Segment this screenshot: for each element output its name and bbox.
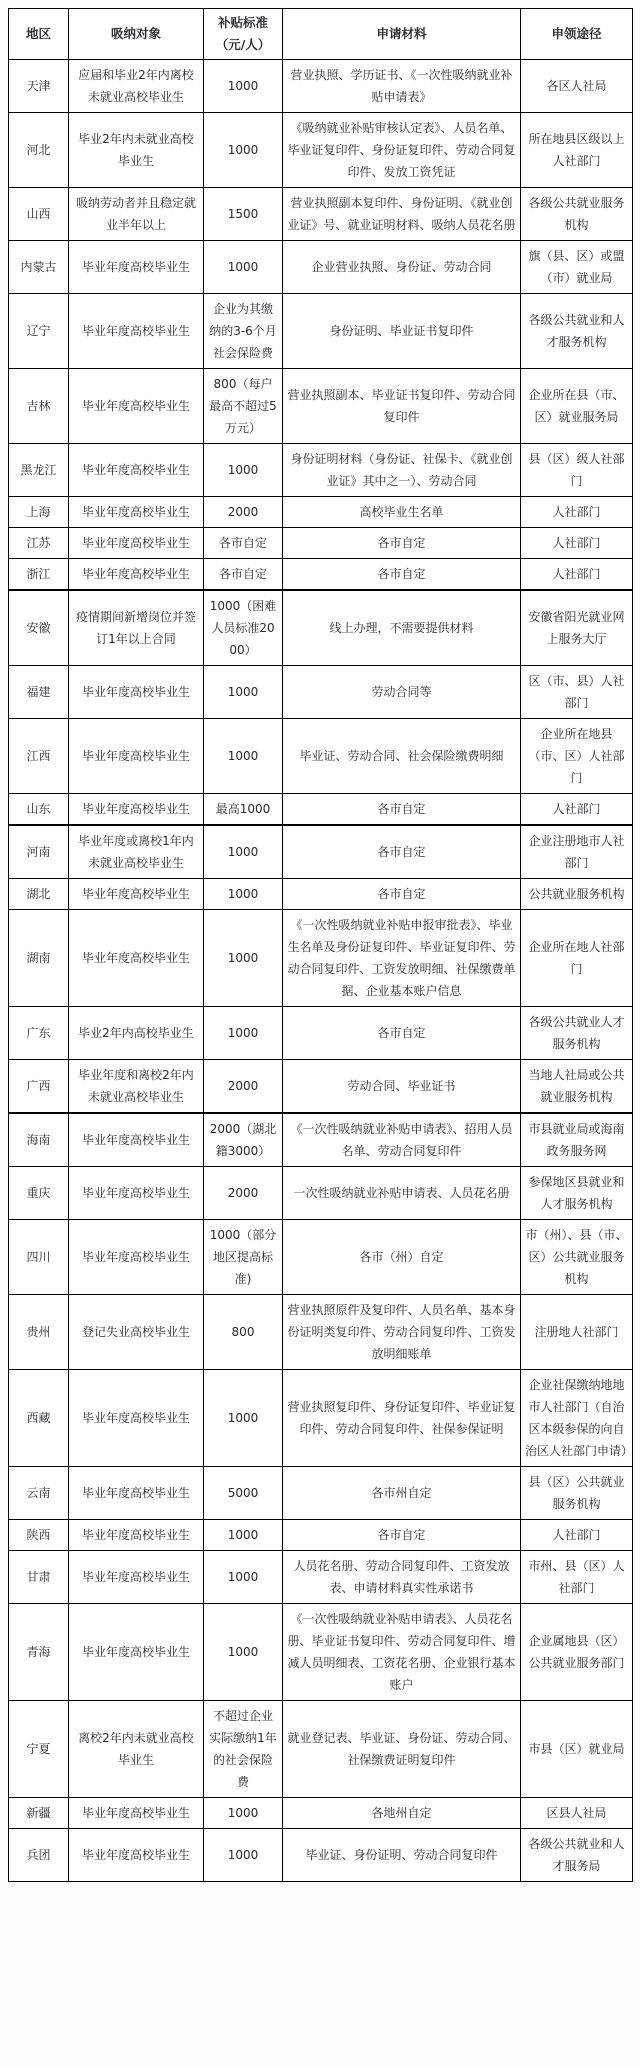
cell-region: 陕西 [9, 1520, 69, 1551]
cell-target: 毕业年度高校毕业生 [69, 1798, 204, 1829]
cell-region: 辽宁 [9, 294, 69, 369]
cell-region: 山东 [9, 794, 69, 826]
cell-materials: 《一次性吸纳就业补贴申报审批表》、毕业生名单及身份证复印件、毕业证复印件、劳动合同复印件、工资发放明细、社保缴费单据、企业基本账户信息 [283, 910, 521, 1007]
cell-target: 毕业年度高校毕业生 [69, 1467, 204, 1520]
table-row [9, 1007, 633, 1060]
cell-standard: 5000 [204, 1467, 283, 1520]
cell-region: 贵州 [9, 1295, 69, 1370]
cell-target: 毕业年度高校毕业生 [69, 294, 204, 369]
cell-channel: 注册地人社部门 [521, 1295, 633, 1370]
cell-standard: 2000 [204, 1060, 283, 1114]
cell-channel: 企业注册地市人社部门 [521, 825, 633, 879]
cell-materials: 身份证明、毕业证书复印件 [283, 294, 521, 369]
cell-standard: 1000 [204, 1370, 283, 1467]
cell-standard: 1000 [204, 910, 283, 1007]
table-row [9, 1467, 633, 1520]
cell-materials: 《一次性吸纳就业补贴申请表》、人员花名册、毕业证书复印件、劳动合同复印件、增减人员明细表、工资花名册、企业银行基本账户 [283, 1604, 521, 1701]
table-row [9, 60, 633, 113]
cell-channel: 人社部门 [521, 497, 633, 528]
cell-channel: 各区人社局 [521, 60, 633, 113]
header-row [9, 9, 633, 60]
cell-channel: 各级公共就业和人才服务局 [521, 1829, 633, 1882]
cell-standard: 1000（部分地区提高标准) [204, 1220, 283, 1295]
cell-region: 江西 [9, 719, 69, 794]
table-row [9, 528, 633, 559]
cell-channel: 市县就业局或海南政务服务网 [521, 1113, 633, 1167]
table-row [9, 241, 633, 294]
cell-standard: 1000 [204, 1829, 283, 1882]
cell-materials: 线上办理，不需要提供材料 [283, 590, 521, 666]
cell-target: 毕业年度高校毕业生 [69, 241, 204, 294]
cell-standard: 不超过企业实际缴纳1年的社会保险费 [204, 1701, 283, 1798]
cell-region: 新疆 [9, 1798, 69, 1829]
cell-standard: 1000 [204, 1551, 283, 1604]
cell-region: 青海 [9, 1604, 69, 1701]
table-row [9, 1220, 633, 1295]
cell-region: 湖南 [9, 910, 69, 1007]
cell-region: 内蒙古 [9, 241, 69, 294]
cell-target: 毕业年度高校毕业生 [69, 910, 204, 1007]
cell-channel: 各级公共就业和人才服务机构 [521, 294, 633, 369]
cell-channel: 公共就业服务机构 [521, 879, 633, 910]
cell-materials: 《吸纳就业补贴审核认定表》、人员名单、毕业证复印件、身份证复印件、劳动合同复印件、发放工资凭证 [283, 113, 521, 188]
cell-materials: 毕业证、劳动合同、社会保险缴费明细 [283, 719, 521, 794]
table-row [9, 559, 633, 591]
cell-channel: 各级公共就业服务机构 [521, 188, 633, 241]
cell-standard: 1000 [204, 1520, 283, 1551]
table-row [9, 825, 633, 879]
table-row [9, 369, 633, 444]
cell-materials: 就业登记表、毕业证、身份证、劳动合同、社保缴费证明复印件 [283, 1701, 521, 1798]
cell-target: 毕业年度高校毕业生 [69, 369, 204, 444]
cell-channel: 企业属地县（区）公共就业服务部门 [521, 1604, 633, 1701]
table-row [9, 910, 633, 1007]
cell-standard: 2000 [204, 1167, 283, 1220]
cell-standard: 2000 [204, 497, 283, 528]
cell-region: 黑龙江 [9, 444, 69, 497]
header-materials: 申请材料 [283, 9, 521, 60]
cell-channel: 市县（区）就业局 [521, 1701, 633, 1798]
cell-materials: 各市自定 [283, 1520, 521, 1551]
cell-channel: 企业社保缴纳地地市人社部门（自治区本级参保的向自治区人社部门申请） [521, 1370, 633, 1467]
cell-channel: 区县人社局 [521, 1798, 633, 1829]
cell-channel: 人社部门 [521, 1520, 633, 1551]
cell-region: 宁夏 [9, 1701, 69, 1798]
cell-standard: 1000（困难人员标准2000） [204, 590, 283, 666]
cell-standard: 1000 [204, 879, 283, 910]
cell-materials: 各市自定 [283, 794, 521, 826]
cell-materials: 各地州自定 [283, 1798, 521, 1829]
table-row [9, 497, 633, 528]
table-row [9, 1604, 633, 1701]
cell-standard: 1000 [204, 1798, 283, 1829]
cell-materials: 营业执照副本、毕业证书复印件、劳动合同复印件 [283, 369, 521, 444]
cell-channel: 企业所在地县（市、区）人社部门 [521, 719, 633, 794]
cell-materials: 各市自定 [283, 559, 521, 591]
cell-standard: 1000 [204, 60, 283, 113]
cell-standard: 800（每户最高不超过5万元） [204, 369, 283, 444]
table-row [9, 1167, 633, 1220]
cell-materials: 营业执照复印件、身份证复印件、毕业证复印件、劳动合同复印件、社保参保证明 [283, 1370, 521, 1467]
cell-target: 毕业年度高校毕业生 [69, 444, 204, 497]
cell-target: 毕业年度高校毕业生 [69, 1604, 204, 1701]
cell-target: 毕业年度和离校2年内未就业高校毕业生 [69, 1060, 204, 1114]
cell-region: 安徽 [9, 590, 69, 666]
cell-target: 毕业年度高校毕业生 [69, 666, 204, 719]
cell-target: 毕业年度高校毕业生 [69, 1551, 204, 1604]
table-row [9, 1829, 633, 1882]
cell-target: 毕业年度高校毕业生 [69, 879, 204, 910]
cell-materials: 各市自定 [283, 825, 521, 879]
cell-region: 云南 [9, 1467, 69, 1520]
cell-channel: 人社部门 [521, 559, 633, 591]
header-target: 吸纳对象 [69, 9, 204, 60]
cell-target: 登记失业高校毕业生 [69, 1295, 204, 1370]
cell-target: 毕业年度高校毕业生 [69, 1167, 204, 1220]
table-row [9, 794, 633, 826]
cell-region: 浙江 [9, 559, 69, 591]
table-row [9, 1295, 633, 1370]
table-row [9, 444, 633, 497]
cell-region: 海南 [9, 1113, 69, 1167]
cell-materials: 身份证明材料（身份证、社保卡、《就业创业证》其中之一）、劳动合同 [283, 444, 521, 497]
cell-standard: 各市自定 [204, 528, 283, 559]
cell-channel: 人社部门 [521, 794, 633, 826]
cell-channel: 安徽省阳光就业网上服务大厅 [521, 590, 633, 666]
cell-materials: 各市自定 [283, 528, 521, 559]
table-row [9, 1798, 633, 1829]
cell-region: 广西 [9, 1060, 69, 1114]
cell-materials: 劳动合同、毕业证书 [283, 1060, 521, 1114]
cell-materials: 营业执照副本复印件、身份证明、《就业创业证》号、就业证明材料、吸纳人员花名册 [283, 188, 521, 241]
cell-standard: 2000（湖北籍3000） [204, 1113, 283, 1167]
cell-standard: 1500 [204, 188, 283, 241]
cell-materials: 高校毕业生名单 [283, 497, 521, 528]
cell-materials: 营业执照、学历证书、《一次性吸纳就业补贴申请表》 [283, 60, 521, 113]
cell-target: 吸纳劳动者并且稳定就业半年以上 [69, 188, 204, 241]
cell-region: 甘肃 [9, 1551, 69, 1604]
cell-materials: 劳动合同等 [283, 666, 521, 719]
cell-region: 重庆 [9, 1167, 69, 1220]
cell-region: 山西 [9, 188, 69, 241]
cell-target: 毕业年度高校毕业生 [69, 1370, 204, 1467]
table-header [9, 9, 633, 60]
cell-target: 应届和毕业2年内离校未就业高校毕业生 [69, 60, 204, 113]
cell-materials: 各市自定 [283, 1007, 521, 1060]
cell-region: 广东 [9, 1007, 69, 1060]
cell-channel: 旗（县、区）或盟（市）就业局 [521, 241, 633, 294]
cell-standard: 1000 [204, 666, 283, 719]
header-channel: 申领途径 [521, 9, 633, 60]
cell-channel: 各级公共就业人才服务机构 [521, 1007, 633, 1060]
cell-target: 毕业年度高校毕业生 [69, 719, 204, 794]
table-row [9, 294, 633, 369]
cell-region: 江苏 [9, 528, 69, 559]
cell-region: 湖北 [9, 879, 69, 910]
cell-materials: 各市（州）自定 [283, 1220, 521, 1295]
table-body [9, 60, 633, 1882]
table-row [9, 879, 633, 910]
cell-target: 毕业年度高校毕业生 [69, 1113, 204, 1167]
table-row [9, 1520, 633, 1551]
cell-channel: 当地人社局或公共就业服务机构 [521, 1060, 633, 1114]
cell-standard: 800 [204, 1295, 283, 1370]
cell-materials: 一次性吸纳就业补贴申请表、人员花名册 [283, 1167, 521, 1220]
cell-standard: 各市自定 [204, 559, 283, 591]
cell-materials: 毕业证、身份证明、劳动合同复印件 [283, 1829, 521, 1882]
cell-channel: 参保地区县就业和人才服务机构 [521, 1167, 633, 1220]
table-row [9, 1113, 633, 1167]
table-row [9, 1701, 633, 1798]
subsidy-table [8, 8, 633, 1882]
cell-region: 河北 [9, 113, 69, 188]
cell-target: 毕业2年内未就业高校毕业生 [69, 113, 204, 188]
cell-materials: 各市自定 [283, 879, 521, 910]
table-row [9, 719, 633, 794]
table-row [9, 188, 633, 241]
header-standard: 补贴标准（元/人） [204, 9, 283, 60]
cell-region: 天津 [9, 60, 69, 113]
cell-standard: 1000 [204, 241, 283, 294]
cell-standard: 1000 [204, 719, 283, 794]
cell-target: 离校2年内未就业高校毕业生 [69, 1701, 204, 1798]
cell-standard: 1000 [204, 825, 283, 879]
cell-target: 毕业年度高校毕业生 [69, 1220, 204, 1295]
cell-channel: 区（市、县）人社部门 [521, 666, 633, 719]
cell-target: 毕业年度高校毕业生 [69, 528, 204, 559]
cell-materials: 《一次性吸纳就业补贴申请表》、招用人员名单、劳动合同复印件 [283, 1113, 521, 1167]
cell-target: 毕业2年内高校毕业生 [69, 1007, 204, 1060]
table-row [9, 666, 633, 719]
cell-region: 四川 [9, 1220, 69, 1295]
cell-materials: 人员花名册、劳动合同复印件、工资发放表、申请材料真实性承诺书 [283, 1551, 521, 1604]
cell-materials: 企业营业执照、身份证、劳动合同 [283, 241, 521, 294]
cell-channel: 企业所在县（市、区）就业服务局 [521, 369, 633, 444]
cell-channel: 所在地县区级以上人社部门 [521, 113, 633, 188]
cell-channel: 企业所在地人社部门 [521, 910, 633, 1007]
cell-standard: 最高1000 [204, 794, 283, 826]
cell-channel: 市州、县（区）人社部门 [521, 1551, 633, 1604]
cell-region: 兵团 [9, 1829, 69, 1882]
cell-standard: 1000 [204, 113, 283, 188]
cell-standard: 1000 [204, 1007, 283, 1060]
table-row [9, 1370, 633, 1467]
cell-materials: 各市州自定 [283, 1467, 521, 1520]
cell-region: 西藏 [9, 1370, 69, 1467]
cell-region: 福建 [9, 666, 69, 719]
cell-target: 毕业年度高校毕业生 [69, 1520, 204, 1551]
cell-target: 毕业年度高校毕业生 [69, 497, 204, 528]
cell-standard: 企业为其缴纳的3-6个月社会保险费 [204, 294, 283, 369]
cell-target: 毕业年度高校毕业生 [69, 559, 204, 591]
cell-channel: 市（州）、县（市、区）公共就业服务机构 [521, 1220, 633, 1295]
header-region: 地区 [9, 9, 69, 60]
cell-target: 毕业年度高校毕业生 [69, 1829, 204, 1882]
cell-target: 毕业年度高校毕业生 [69, 794, 204, 826]
table-row [9, 1551, 633, 1604]
cell-region: 河南 [9, 825, 69, 879]
table-row [9, 113, 633, 188]
cell-channel: 县（区）级人社部门 [521, 444, 633, 497]
cell-region: 上海 [9, 497, 69, 528]
cell-materials: 营业执照原件及复印件、人员名单、基本身份证明类复印件、劳动合同复印件、工资发放明细账单 [283, 1295, 521, 1370]
table-row [9, 590, 633, 666]
cell-target: 疫情期间新增岗位并签订1年以上合同 [69, 590, 204, 666]
cell-channel: 人社部门 [521, 528, 633, 559]
cell-target: 毕业年度或离校1年内未就业高校毕业生 [69, 825, 204, 879]
table-row [9, 1060, 633, 1114]
cell-channel: 县（区）公共就业服务机构 [521, 1467, 633, 1520]
cell-standard: 1000 [204, 444, 283, 497]
cell-region: 吉林 [9, 369, 69, 444]
cell-standard: 1000 [204, 1604, 283, 1701]
